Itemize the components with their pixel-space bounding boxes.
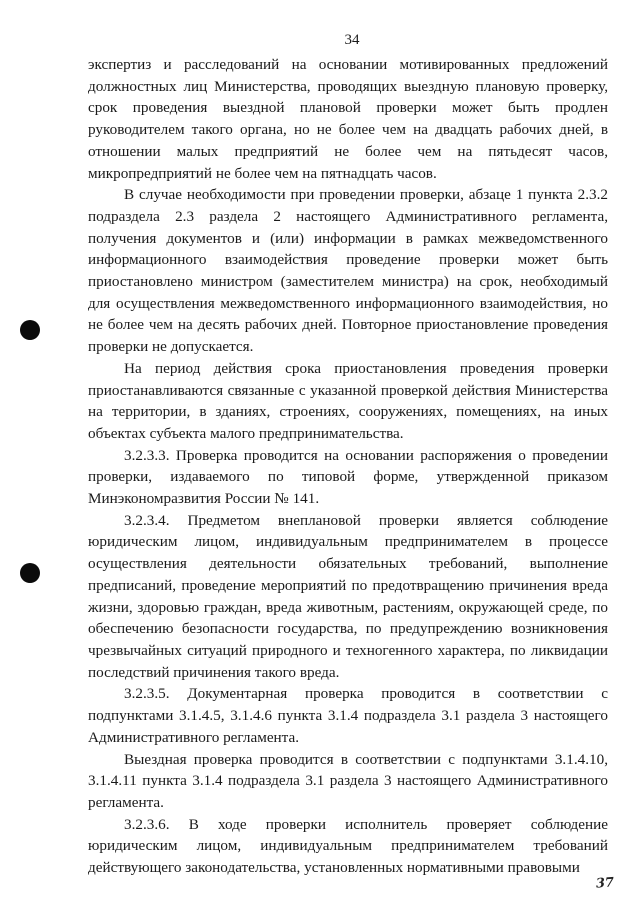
document-body	[88, 54, 608, 879]
paragraph: 3.2.3.4. Предметом внеплановой проверки является соблюдение юридическим лицом, индивидуальным предпринимателем в процессе осуществления деятельности обязательных требований, выполнение предписаний, проведение мероприятий по предотвращению причинения вреда жизни, здоровью граждан, вреда животным, растениям, окружающей среде, по обеспечению безопасности государства, по предупреждению возникновения чрезвычайных ситуаций природного и техногенного характера, по ликвидации последствий причинения такого вреда.	[88, 511, 608, 681]
paragraph: 3.2.3.5. Документарная проверка проводится в соответствии с подпунктами 3.1.4.5, 3.1.4.6 пункта 3.1.4 подраздела 3.1 раздела 3 настоящего Административного регламента.	[88, 685, 608, 746]
paragraph: 3.2.3.6. В ходе проверки исполнитель проверяет соблюдение юридическим лицом, индивидуальным предпринимателем требований действующего законодательства, установленных нормативными правовыми	[88, 815, 608, 877]
handwritten-page-mark: 37	[595, 875, 615, 892]
punch-hole-top	[20, 320, 40, 340]
paragraph: В случае необходимости при проведении проверки, абзаце 1 пункта 2.3.2 подраздела 2.3 раздела 2 настоящего Административного регламента, получения документов и (или) информации в рамках межведомственного информационного взаимодействия проведение проверки может быть приостановлено министром (заместителем министра) на срок, необходимый для осуществления межведомственного информационного взаимодействия, но не более чем на десять рабочих дней. Повторное приостановление проведения проверки не допускается.	[88, 186, 608, 356]
paragraph: На период действия срока приостановления проведения проверки приостанавливаются связанные с указанной проверкой действия Министерства на территории, в зданиях, строениях, сооружениях, помещениях, на иных объектах субъекта малого предпринимательства.	[88, 359, 608, 442]
paragraph: экспертиз и расследований на основании мотивированных предложений должностных лиц Министерства, проводящих выездную плановую проверку, срок проведения выездной плановой проверки может быть продлен руководителем такого органа, но не более чем на двадцать рабочих дней, в отношении малых предприятий не более чем на пятьдесят часов, микропредприятий не более чем на пятнадцать часов.	[88, 56, 608, 182]
page-number: 34	[344, 32, 360, 48]
punch-hole-bottom	[20, 563, 40, 583]
document-page	[88, 30, 608, 879]
paragraph: 3.2.3.3. Проверка проводится на основании распоряжения о проведении проверки, издаваемого по типовой форме, утвержденной приказом Минэкономразвития России № 141.	[88, 446, 608, 508]
paragraph: Выездная проверка проводится в соответствии с подпунктами 3.1.4.10, 3.1.4.11 пункта 3.1.4 подраздела 3.1 раздела 3 настоящего Административного регламента.	[88, 750, 608, 811]
